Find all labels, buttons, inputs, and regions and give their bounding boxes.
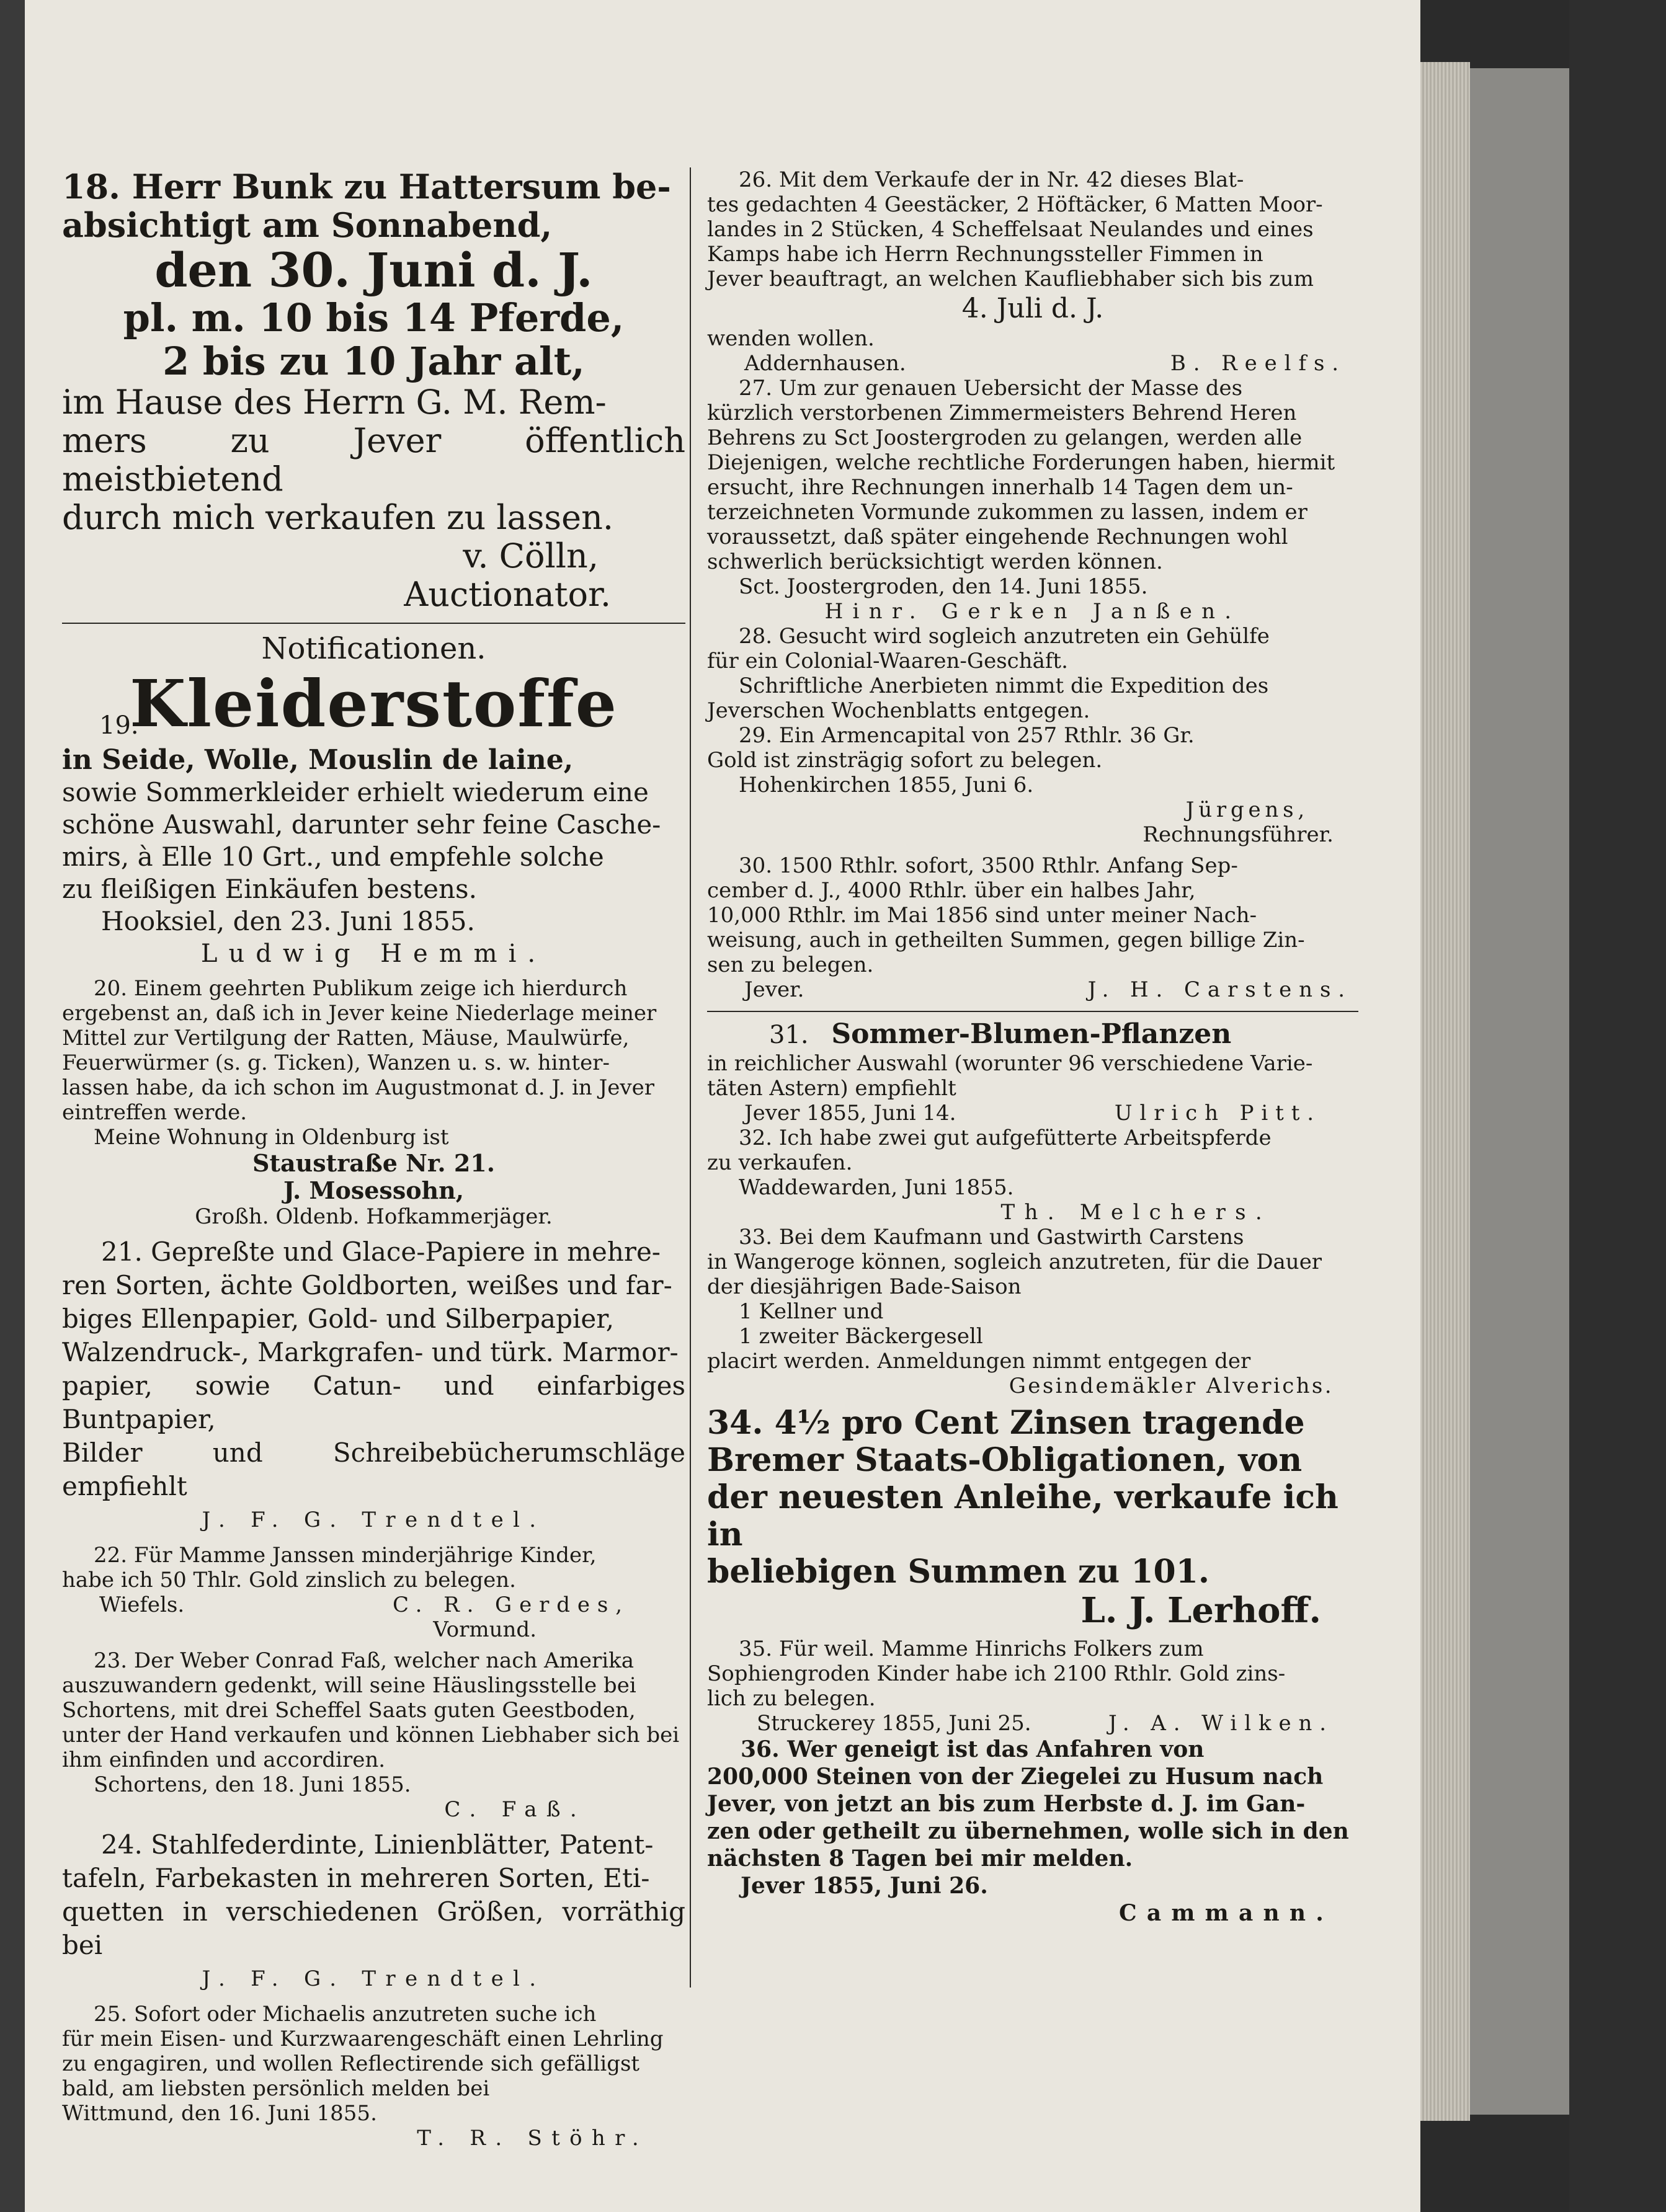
ad-25-signature: T. R. Stöhr. xyxy=(417,2126,648,2151)
ad-26-line: Jever beauftragt, an welchen Kaufliebhaber sich bis zum xyxy=(707,267,1314,291)
ad-26-line: wenden wollen. xyxy=(707,326,875,351)
ad-28-line: für ein Colonial-Waaren-Geschäft. xyxy=(707,649,1068,673)
ad-18-line: absichtigt am Sonnabend, xyxy=(62,205,553,245)
ad-19-line: in Seide, Wolle, Mouslin de laine, xyxy=(62,744,574,776)
ad-18-signature: v. Cölln, xyxy=(463,536,599,575)
ad-18 xyxy=(62,167,685,614)
ad-21-line: ren Sorten, ächte Goldborten, weißes und far- xyxy=(62,1270,672,1300)
ad-23-line: ihm einfinden und accordiren. xyxy=(62,1748,386,1772)
ad-19 xyxy=(62,665,685,970)
ad-18-signature-title: Auctionator. xyxy=(404,575,611,614)
ad-22-line: habe ich 50 Thlr. Gold zinslich zu belegen. xyxy=(62,1568,516,1592)
ad-20-line: eintreffen werde. xyxy=(62,1100,247,1125)
ad-33-line: 1 zweiter Bäckergesell xyxy=(739,1324,983,1349)
ad-33-line: placirt werden. Anmeldungen nimmt entgegen der xyxy=(707,1349,1251,1374)
ad-21-line: biges Ellenpapier, Gold- und Silberpapier, xyxy=(62,1304,615,1334)
ad-19-line: zu fleißigen Einkäufen bestens. xyxy=(62,874,477,904)
ad-32-signature: Th. Melchers. xyxy=(1000,1200,1272,1225)
ad-22-signature: C. R. Gerdes, xyxy=(392,1592,630,1617)
ad-32-line: zu verkaufen. xyxy=(707,1150,853,1175)
ad-33-line: 1 Kellner und xyxy=(739,1299,884,1324)
ad-34-signature: L. J. Lerhoff. xyxy=(1080,1590,1321,1631)
ad-29-signature-title: Rechnungsführer. xyxy=(1143,822,1334,847)
column-divider xyxy=(690,167,691,1988)
ad-26-signature: B. Reelfs. xyxy=(1170,351,1346,376)
ad-33-line: in Wangeroge können, sogleich anzutreten, für die Dauer xyxy=(707,1250,1322,1274)
ad-18-date: den 30. Juni d. J. xyxy=(154,242,593,298)
ad-35-place-date: Struckerey 1855, Juni 25. xyxy=(757,1711,1031,1736)
ad-24-line: 24. Stahlfederdinte, Linienblätter, Patent- xyxy=(101,1829,654,1860)
ad-31-place-date: Jever 1855, Juni 14. xyxy=(744,1101,956,1126)
ad-30-place: Jever. xyxy=(744,977,804,1002)
ad-31-line: in reichlicher Auswahl (worunter 96 verschiedene Varie- xyxy=(707,1051,1313,1076)
ad-27-line: kürzlich verstorbenen Zimmermeisters Behrend Heren xyxy=(707,401,1297,425)
ad-19-title: Kleiderstoffe xyxy=(130,665,618,742)
ad-34 xyxy=(707,1405,1358,1630)
ad-26-place: Addernhausen. xyxy=(744,351,906,376)
ad-21-line: papier, sowie Catun- und einfarbiges Buntpapier, xyxy=(62,1370,685,1434)
ad-36-line: 200,000 Steinen von der Ziegelei zu Husum nach xyxy=(707,1764,1324,1790)
ad-36-signature: Cammann. xyxy=(1119,1900,1334,1926)
ad-30-line: cember d. J., 4000 Rthlr. über ein halbes Jahr, xyxy=(707,878,1196,903)
ad-33-line: der diesjährigen Bade-Saison xyxy=(707,1274,1022,1299)
ad-21-line: Walzendruck-, Markgrafen- und türk. Marmor- xyxy=(62,1337,679,1367)
ad-20-line: lassen habe, da ich schon im Augustmonat d. J. in Jever xyxy=(62,1075,654,1100)
background-left xyxy=(0,0,25,2212)
ad-27-line: Diejenigen, welche rechtliche Forderungen haben, hiermit xyxy=(707,450,1335,475)
ad-30-signature: J. H. Carstens. xyxy=(1087,977,1352,1002)
ad-18-line: 2 bis zu 10 Jahr alt, xyxy=(163,339,585,384)
ad-26-line: landes in 2 Stücken, 4 Scheffelsaat Neulandes und eines xyxy=(707,217,1314,242)
ad-21 xyxy=(62,1235,685,1537)
ad-22-signature-title: Vormund. xyxy=(433,1617,537,1642)
ad-36-line: 36. Wer geneigt ist das Anfahren von xyxy=(741,1736,1205,1762)
ad-34-line: Bremer Staats-Obligationen, von xyxy=(707,1441,1303,1479)
ad-35-line: 35. Für weil. Mamme Hinrichs Folkers zum xyxy=(739,1637,1204,1661)
ad-30-line: 30. 1500 Rthlr. sofort, 3500 Rthlr. Anfang Sep- xyxy=(739,853,1238,878)
ad-29-line: Gold ist zinsträgig sofort zu belegen. xyxy=(707,748,1103,773)
ad-19-line: sowie Sommerkleider erhielt wiederum eine xyxy=(62,777,649,807)
ad-30-line: weisung, auch in getheilten Summen, gegen billige Zin- xyxy=(707,928,1305,953)
ad-19-line: mirs, à Elle 10 Grt., und empfehle solche xyxy=(62,842,604,872)
ad-24-signature: J. F. G. Trendtel. xyxy=(202,1966,546,1991)
ad-29-signature: Jürgens, xyxy=(1185,797,1309,822)
ad-36-place-date: Jever 1855, Juni 26. xyxy=(741,1873,988,1899)
ad-35 xyxy=(707,1637,1358,1736)
ad-18-line: mers zu Jever öffentlich meistbietend xyxy=(62,421,685,499)
ad-35-signature: J. A. Wilken. xyxy=(1108,1711,1334,1736)
ad-23-line: unter der Hand verkaufen und können Liebhaber sich bei xyxy=(62,1723,680,1748)
ad-19-number: 19. xyxy=(99,711,139,740)
ad-18-line: pl. m. 10 bis 14 Pferde, xyxy=(123,295,625,340)
ad-20-line: Feuerwürmer (s. g. Ticken), Wanzen u. s. w. hinter- xyxy=(62,1050,610,1075)
ad-20-line: Meine Wohnung in Oldenburg ist xyxy=(94,1125,449,1150)
ad-27-line: ersucht, ihre Rechnungen innerhalb 14 Tagen dem un- xyxy=(707,475,1293,500)
ad-32-place-date: Waddewarden, Juni 1855. xyxy=(739,1175,1014,1200)
ad-20-line: Mittel zur Vertilgung der Ratten, Mäuse, Maulwürfe, xyxy=(62,1026,630,1050)
ad-24-line: tafeln, Farbekasten in mehreren Sorten, Eti- xyxy=(62,1863,650,1893)
ad-19-line: schöne Auswahl, darunter sehr feine Casche- xyxy=(62,809,661,840)
ad-35-line: Sophiengroden Kinder habe ich 2100 Rthlr. Gold zins- xyxy=(707,1661,1286,1686)
ad-27-line: schwerlich berücksichtigt werden können. xyxy=(707,549,1163,574)
ad-29-line: 29. Ein Armencapital von 257 Rthlr. 36 Gr. xyxy=(739,723,1195,748)
section-heading: Notificationen. xyxy=(261,631,486,666)
ad-25-place-date: Wittmund, den 16. Juni 1855. xyxy=(62,2101,377,2126)
ad-23-signature: C. Faß. xyxy=(444,1797,586,1822)
ad-27-line: terzeichneten Vormunde zukommen zu lassen, indem er xyxy=(707,500,1307,525)
ad-32-line: 32. Ich habe zwei gut aufgefütterte Arbeitspferde xyxy=(739,1126,1272,1150)
ad-32 xyxy=(707,1126,1358,1225)
ad-25 xyxy=(62,2002,685,2151)
ad-25-line: 25. Sofort oder Michaelis anzutreten suche ich xyxy=(94,2002,597,2027)
ad-21-line: Bilder und Schreibebücherumschläge empfiehlt xyxy=(62,1437,685,1501)
ad-36-line: nächsten 8 Tagen bei mir melden. xyxy=(707,1846,1133,1872)
ad-23-line: auszuwandern gedenkt, will seine Häuslingsstelle bei xyxy=(62,1673,636,1698)
ad-20-line: ergebenst an, daß ich in Jever keine Niederlage meiner xyxy=(62,1001,657,1026)
ad-19-signature: Ludwig Hemmi. xyxy=(200,939,547,968)
book-cover xyxy=(1470,68,1569,2115)
ad-20-address: Staustraße Nr. 21. xyxy=(252,1149,495,1177)
ad-30-line: sen zu belegen. xyxy=(707,953,874,977)
ad-28-line: Schriftliche Anerbieten nimmt die Expedition des xyxy=(739,673,1269,698)
ad-24-line: quetten in verschiedenen Größen, vorräthig bei xyxy=(62,1896,685,1960)
ad-33-line: 33. Bei dem Kaufmann und Gastwirth Carstens xyxy=(739,1225,1244,1250)
ad-23 xyxy=(62,1648,685,1822)
page-edge-stack xyxy=(1420,62,1470,2121)
ad-25-line: bald, am liebsten persönlich melden bei xyxy=(62,2076,490,2101)
ad-34-line: 34. 4½ pro Cent Zinsen tragende xyxy=(707,1404,1305,1442)
ad-19-place-date: Hooksiel, den 23. Juni 1855. xyxy=(101,906,475,936)
ad-18-line: 18. Herr Bunk zu Hattersum be- xyxy=(62,167,671,207)
ad-26-line: 26. Mit dem Verkaufe der in Nr. 42 dieses Blat- xyxy=(739,167,1244,192)
ad-26-date: 4. Juli d. J. xyxy=(961,293,1104,324)
ad-27-line: 27. Um zur genauen Uebersicht der Masse des xyxy=(739,376,1243,401)
ad-33 xyxy=(707,1225,1358,1398)
ad-20-signature: J. Mosessohn, xyxy=(283,1176,465,1204)
ad-34-line: der neuesten Anleihe, verkaufe ich in xyxy=(707,1478,1339,1553)
ad-20-signature-title: Großh. Oldenb. Hofkammerjäger. xyxy=(195,1204,553,1229)
ad-33-signature: Gesindemäkler Alverichs. xyxy=(1009,1374,1334,1398)
ad-29-place-date: Hohenkirchen 1855, Juni 6. xyxy=(739,773,1034,797)
ad-30-line: 10,000 Rthlr. im Mai 1856 sind unter meiner Nach- xyxy=(707,903,1257,928)
ad-25-line: für mein Eisen- und Kurzwaarengeschäft einen Lehrling xyxy=(62,2027,664,2051)
ad-18-line: durch mich verkaufen zu lassen. xyxy=(62,498,614,537)
right-column xyxy=(707,167,1358,1927)
ad-24 xyxy=(62,1828,685,1996)
ad-26-line: Kamps habe ich Herrn Rechnungssteller Fimmen in xyxy=(707,242,1263,267)
ad-26 xyxy=(707,167,1358,376)
ad-23-line: 23. Der Weber Conrad Faß, welcher nach Amerika xyxy=(94,1648,634,1673)
ad-21-signature: J. F. G. Trendtel. xyxy=(202,1508,546,1532)
ad-31-number: 31. xyxy=(769,1021,809,1049)
ad-27-signature: Hinr. Gerken Janßen. xyxy=(824,599,1241,624)
ad-30 xyxy=(707,853,1358,1002)
ad-31 xyxy=(707,1018,1358,1126)
ad-22-line: 22. Für Mamme Janssen minderjährige Kinder, xyxy=(94,1543,597,1568)
ad-23-place-date: Schortens, den 18. Juni 1855. xyxy=(94,1772,411,1797)
ad-18-line: im Hause des Herrn G. M. Rem- xyxy=(62,383,607,422)
section-divider xyxy=(62,623,685,624)
background-right xyxy=(1569,0,1666,2212)
ad-27-line: Behrens zu Sct Joostergroden zu gelangen, werden alle xyxy=(707,425,1303,450)
ad-20 xyxy=(62,976,685,1229)
ad-34-line: beliebigen Summen zu 101. xyxy=(707,1553,1209,1591)
ad-28-line: Jeverschen Wochenblatts entgegen. xyxy=(707,698,1090,723)
ad-36-line: Jever, von jetzt an bis zum Herbste d. J. im Gan- xyxy=(707,1791,1306,1817)
ad-20-line: 20. Einem geehrten Publikum zeige ich hierdurch xyxy=(94,976,628,1001)
ad-35-line: lich zu belegen. xyxy=(707,1686,876,1711)
ad-21-line: 21. Gepreßte und Glace-Papiere in mehre- xyxy=(101,1237,661,1267)
ad-29 xyxy=(707,723,1358,847)
ad-22-place: Wiefels. xyxy=(99,1592,185,1617)
ad-31-line: täten Astern) empfiehlt xyxy=(707,1076,956,1101)
ad-25-line: zu engagiren, und wollen Reflectirende sich gefälligst xyxy=(62,2051,640,2076)
ad-27-line: voraussetzt, daß später eingehende Rechnungen wohl xyxy=(707,525,1288,549)
ad-26-line: tes gedachten 4 Geestäcker, 2 Höftäcker, 6 Matten Moor- xyxy=(707,192,1323,217)
ad-27-place-date: Sct. Joostergroden, den 14. Juni 1855. xyxy=(739,574,1148,599)
ad-28-line: 28. Gesucht wird sogleich anzutreten ein Gehülfe xyxy=(739,624,1270,649)
ad-28 xyxy=(707,624,1358,723)
ad-22 xyxy=(62,1543,685,1642)
left-column xyxy=(62,167,685,2151)
ad-31-title: Sommer-Blumen-Pflanzen xyxy=(831,1018,1232,1050)
ad-27 xyxy=(707,376,1358,624)
section-divider xyxy=(707,1011,1358,1012)
ad-23-line: Schortens, mit drei Scheffel Saats guten Geestboden, xyxy=(62,1698,636,1723)
ad-31-signature: Ulrich Pitt. xyxy=(1114,1101,1321,1126)
ad-36 xyxy=(707,1736,1358,1927)
ad-36-line: zen oder getheilt zu übernehmen, wolle sich in den xyxy=(707,1818,1349,1844)
